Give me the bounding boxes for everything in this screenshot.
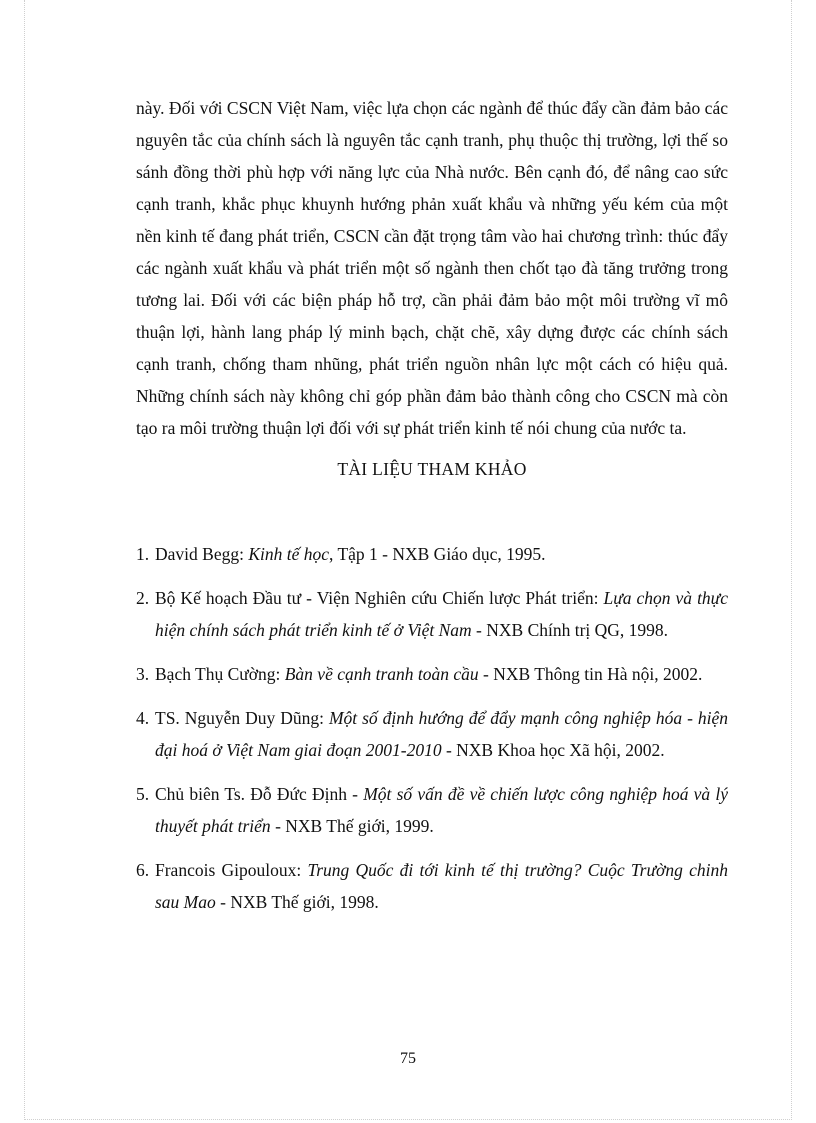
reference-number: 4. [136,708,150,728]
body-paragraph: này. Đối với CSCN Việt Nam, việc lựa chọn các ngành để thúc đẩy cần đảm bảo các nguyên tắc của chính sách là nguyên tắc cạnh tranh, phụ thuộc thị trường, lợi thế so sánh đồng thời phù hợp với năng lực của Nhà nước. Bên cạnh đó, để nâng cao sức cạnh tranh, khắc phục khuynh hướng phản xuất khẩu và những yếu kém của một nền kinh tế đang phát triển, CSCN cần đặt trọng tâm vào hai chương trình: thúc đẩy các ngành xuất khẩu và phát triển một số ngành then chốt tạo đà tăng trưởng trong tương lai. Đối với các biện pháp hỗ trợ, cần phải đảm bảo một môi trường vĩ mô thuận lợi, hành lang pháp lý minh bạch, chặt chẽ, xây dựng được các chính sách cạnh tranh, chống tham nhũng, phát triển nguồn nhân lực một cách có hiệu quả. Những chính sách này không chỉ góp phần đảm bảo thành công cho CSCN mà còn tạo ra môi trường thuận lợi đối với sự phát triển kinh tế nói chung của nước ta. [136,98,728,438]
reference-number: 3. [136,664,150,684]
reference-title: Trung Quốc đi tới kinh tế thị trường? Cuộc Trường chinh sau Mao [155,860,728,912]
reference-list [136,538,728,918]
reference-item [136,658,728,690]
reference-publisher: - NXB Thế giới, 1998. [215,892,379,912]
reference-publisher: - NXB Khoa học Xã hội, 2002. [441,740,665,760]
reference-title: Một số vấn đề về chiến lược công nghiệp hoá và lý thuyết phát triển [155,784,728,836]
reference-publisher: - NXB Thông tin Hà nội, 2002. [478,664,703,684]
reference-number: 5. [136,784,150,804]
reference-title: Lựa chọn và thực hiện chính sách phát triển kinh tế ở Việt Nam [155,588,728,640]
reference-item [136,582,728,646]
reference-title: Kinh tế học [248,544,330,564]
reference-item [136,778,728,842]
reference-author: Francois Gipouloux: [155,860,308,880]
reference-publisher: - NXB Thế giới, 1999. [270,816,434,836]
reference-title: Bàn về cạnh tranh toàn cầu [284,664,479,684]
reference-title: Một số định hướng để đẩy mạnh công nghiệp hóa - hiện đại hoá ở Việt Nam giai đoạn 2001-2010 [155,708,729,760]
reference-author: Bộ Kế hoạch Đầu tư - Viện Nghiên cứu Chiến lược Phát triển: [155,588,604,608]
reference-publisher: , Tập 1 - NXB Giáo dục, 1995. [329,544,546,564]
reference-author: TS. Nguyễn Duy Dũng: [155,708,329,728]
reference-publisher: - NXB Chính trị QG, 1998. [471,620,669,640]
reference-item [136,538,728,570]
reference-item [136,702,728,766]
reference-number: 2. [136,588,150,608]
reference-author: Bạch Thụ Cường: [155,664,285,684]
reference-number: 1. [136,544,150,564]
document-body [136,92,728,930]
section-title: TÀI LIỆU THAM KHẢO [337,459,527,479]
reference-author: Chủ biên Ts. Đỗ Đức Định - [155,784,364,804]
page-number: 75 [400,1050,416,1067]
reference-number: 6. [136,860,150,880]
reference-author: David Begg: [155,544,249,564]
reference-item [136,854,728,918]
